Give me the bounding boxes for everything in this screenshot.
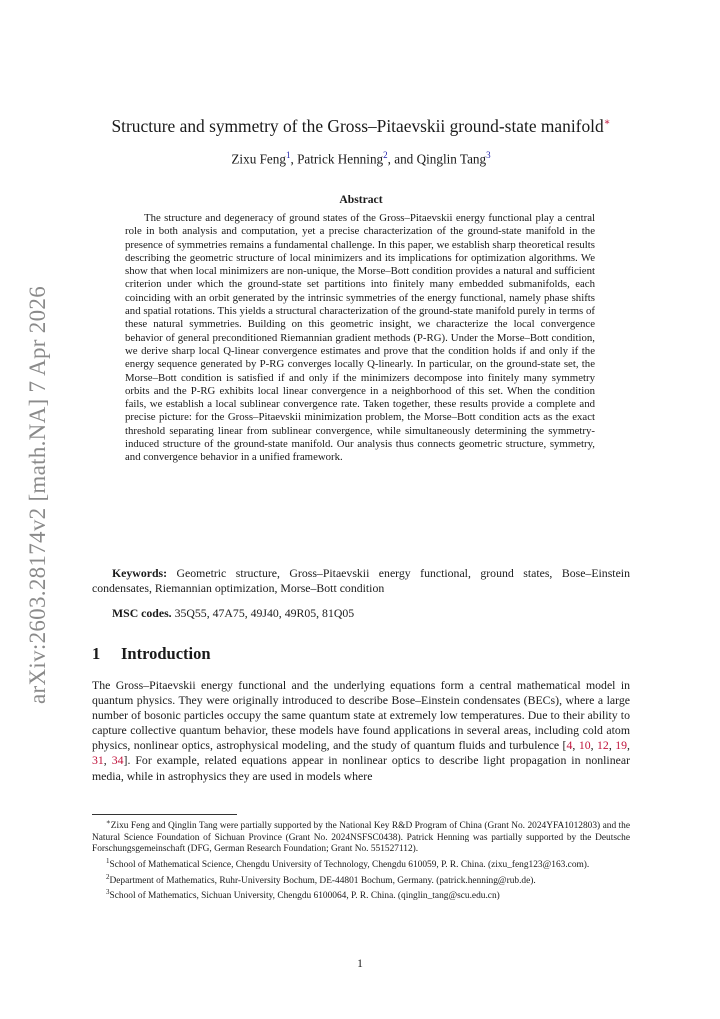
citation-link[interactable]: 12 [597,738,609,753]
footnote-text: School of Mathematics, Sichuan University, Chengdu 6100064, P. R. China. (qinglin_tang@scu.edu.cn) [109,891,500,902]
citation-link[interactable]: 31 [92,753,104,768]
footnote-funding [92,817,630,856]
msc-codes: 35Q55, 47A75, 49J40, 49R05, 81Q05 [174,606,355,620]
author-name: Qinglin Tang [416,151,487,167]
intro-paragraph: The Gross–Pitaevskii energy functional and the underlying equations form a central mathematical model in quantum physics. They were originally introduced to describe Bose–Einstein condensates (BECs), where a large number of bosonic particles occupy the same quantum state at extremely low temperatures. Due to their ability to capture collective quantum behavior, these models have found applications in several areas, including cold atom physics, nonlinear optics, astrophysical modeling, and the study of quantum fluids and turbulence [4, 10, 12, 19, 31, 34]. For example, related equations appear in nonlinear optics to describe light propagation in nonlinear media, while in astrophysics they are used in models where [92,678,630,783]
section-title: Introduction [121,644,211,663]
title-footnote-mark[interactable]: ∗ [603,117,611,129]
author-separator: , [290,151,298,167]
author-affiliation-mark[interactable]: 3 [486,150,491,160]
msc-label: MSC codes. [112,606,172,620]
footnote-text: Department of Mathematics, Ruhr-University Bochum, DE-44801 Bochum, Germany. (patrick.henning@rub.de). [109,875,536,886]
footnote-affiliation-3 [92,887,630,903]
footnote-mark: 1 [106,856,110,865]
footnote-affiliation-2 [92,872,630,888]
keywords-label: Keywords: [112,566,168,580]
keywords-text: Geometric structure, Gross–Pitaevskii energy functional, ground states, Bose–Einstein condensates, Riemannian optimization, Morse–Bott condition [92,566,630,595]
footnote-text: School of Mathematical Science, Chengdu University of Technology, Chengdu 610059, P. R. China. (zixu_feng123@163.com). [109,860,590,871]
intro-text: The Gross–Pitaevskii energy functional and the underlying equations form a central mathematical model in quantum physics. They were originally introduced to describe Bose–Einstein condensates (BECs), where a large number of bosonic particles occupy the same quantum state at extremely low temperatures. Due to their ability to capture collective quantum behavior, these models have found applications in several areas, including cold atom physics, nonlinear optics, astrophysical modeling, and the study of quantum fluids and turbulence [92,678,630,753]
author-separator: , and [387,151,417,167]
footnote-mark: 3 [106,888,110,897]
author-affiliation-mark[interactable]: 2 [383,150,388,160]
footnote-mark: ∗ [106,818,111,826]
author-name: Zixu Feng [231,151,286,167]
arxiv-sidebar-stamp [18,285,58,705]
section-heading-introduction [92,644,211,664]
paper-title [90,116,632,137]
msc-codes-paragraph [92,606,630,621]
author-affiliation-mark[interactable]: 1 [285,150,291,160]
intro-text-continued: . For example, related equations appear in nonlinear optics to describe light propagation in nonlinear media, while in astrophysics they are used in models where [92,753,630,783]
arxiv-identifier: arXiv:2603.28174v2 [math.NA] 7 Apr 2026 [25,286,50,704]
title-text: Structure and symmetry of the Gross–Pitaevskii ground-state manifold [111,116,604,136]
citation-link[interactable]: 10 [578,738,591,753]
footnote-divider [92,814,237,815]
footnote-text: Zixu Feng and Qinglin Tang were partially supported by the National Key R&D Program of China (Grant No. 2024YFA1012803) and the Natural Science Foundation of Sichuan Province (Grant No. 2024NSFSC0438). Patrick Henning was partially supported by the Deutsche Forschungsgemeinschaft (DFG, German Research Foundation; Grant No. 551527112). [92,821,630,855]
section-number: 1 [92,644,101,663]
citation-link[interactable]: 19 [615,738,628,753]
footnote-affiliation-1 [92,856,630,872]
citation-link[interactable]: 34 [111,753,124,768]
abstract-body: The structure and degeneracy of ground states of the Gross–Pitaevskii energy functional play a central role in both analysis and computation, yet a precise characterization of the ground-state manifold in the presence of symmetries remains a fundamental challenge. In this paper, we establish sharp theoretical results describing the geometric structure of local minimizers and its implications for optimization algorithms. We show that when local minimizers are non-unique, the Morse–Bott condition provides a natural and sufficient criterion under which the ground-state set partitions into finitely many embedded submanifolds, each coinciding with an orbit generated by the intrinsic symmetries of the energy functional, namely phase shifts and spatial rotations. This yields a structural characterization of the ground-state manifold purely in terms of these natural symmetries. Building on this geometric insight, we characterize the local convergence behavior of general preconditioned Riemannian gradient methods (P-RG). Under the Morse–Bott condition, we derive sharp local Q-linear convergence estimates and prove that the condition holds if and only if the energy sequence generated by P-RG converges locally Q-linearly. In particular, on the ground-state set, the Morse–Bott condition is satisfied if and only if the minimizers decompose into finitely many symmetry orbits and the P-RG exhibits local linear convergence in a neighborhood of this set. When the condition fails, we establish a local sublinear convergence rate. Taken together, these results provide a complete and precise picture: for the Gross–Pitaevskii minimization problem, the Morse–Bott condition acts as the exact threshold separating linear from sublinear convergence, while simultaneously determining the symmetry-induced structure of the ground-state manifold. Our analysis thus connects geometric structure, symmetry, and convergence behavior in a unified framework. [125,212,595,464]
author-name: Patrick Henning [297,151,384,167]
page-number: 1 [357,958,363,970]
abstract-heading: Abstract [339,193,383,206]
citation-link[interactable]: 4 [566,738,573,753]
footnotes [92,817,630,903]
author-list [90,150,632,167]
keywords-paragraph [92,566,630,596]
footnote-mark: 2 [106,872,110,881]
